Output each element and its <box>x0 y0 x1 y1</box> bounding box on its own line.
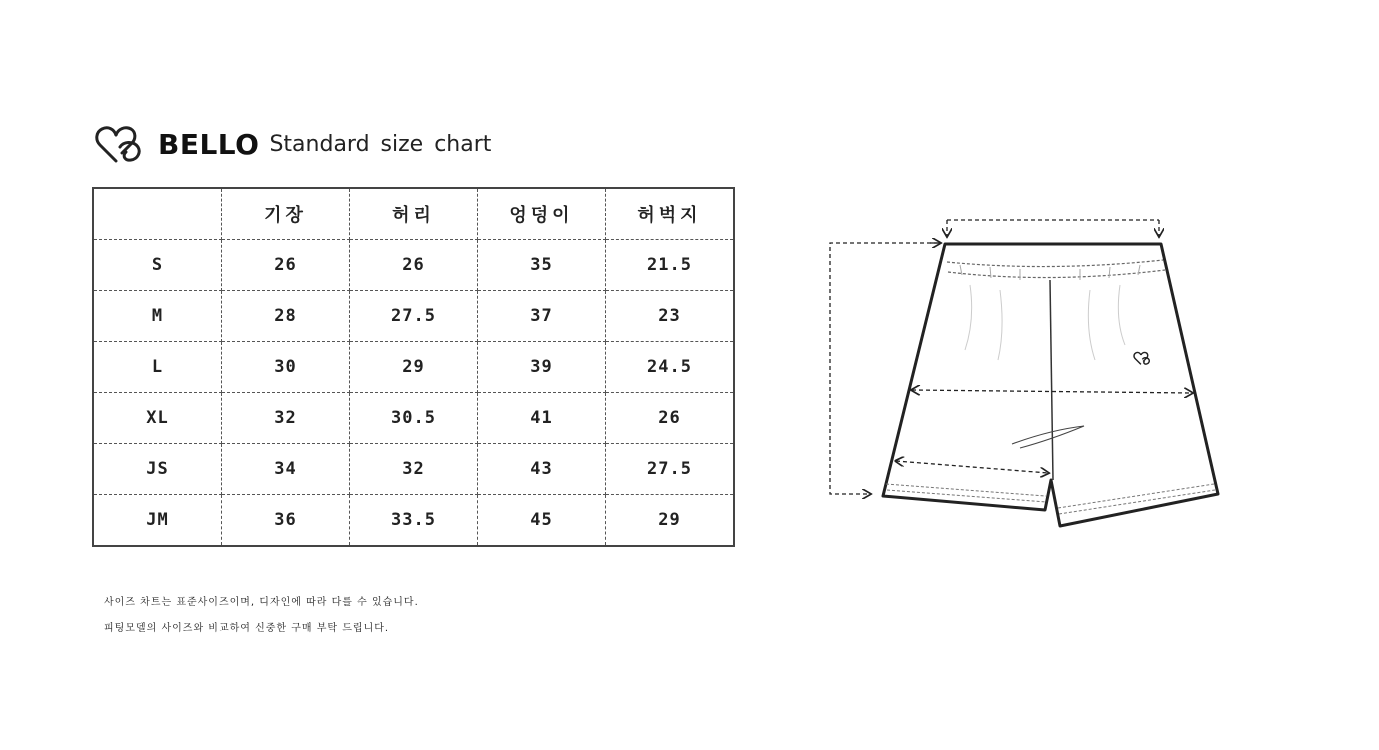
thigh-value: 27.5 <box>606 444 735 495</box>
hip-value: 43 <box>478 444 606 495</box>
thigh-value: 21.5 <box>606 240 735 291</box>
brand-name: BELLO <box>158 127 260 161</box>
waist-value: 32 <box>350 444 478 495</box>
waist-value: 27.5 <box>350 291 478 342</box>
header-cell-waist: 허리 <box>350 188 478 240</box>
header-cell-hip: 엉덩이 <box>478 188 606 240</box>
size-label: M <box>93 291 222 342</box>
table-row <box>93 444 734 495</box>
thigh-value: 26 <box>606 393 735 444</box>
size-label: XL <box>93 393 222 444</box>
table-row <box>93 393 734 444</box>
hip-value: 45 <box>478 495 606 547</box>
length-value: 30 <box>222 342 350 393</box>
chart-subtitle: Standard size chart <box>269 131 492 157</box>
shorts-diagram <box>820 205 1240 545</box>
size-label: S <box>93 240 222 291</box>
size-note: 사이즈 차트는 표준사이즈이며, 디자인에 따라 다를 수 있습니다. <box>104 597 419 608</box>
table-row <box>93 495 734 547</box>
size-label: L <box>93 342 222 393</box>
header-cell-blank <box>93 188 222 240</box>
header-cell-length: 기장 <box>222 188 350 240</box>
hip-value: 37 <box>478 291 606 342</box>
table-row <box>93 291 734 342</box>
size-label: JS <box>93 444 222 495</box>
length-value: 26 <box>222 240 350 291</box>
length-value: 34 <box>222 444 350 495</box>
length-value: 28 <box>222 291 350 342</box>
table-row <box>93 240 734 291</box>
size-label: JM <box>93 495 222 547</box>
waist-value: 30.5 <box>350 393 478 444</box>
length-value: 32 <box>222 393 350 444</box>
thigh-value: 24.5 <box>606 342 735 393</box>
hip-value: 41 <box>478 393 606 444</box>
bello-logo-icon <box>94 121 144 167</box>
chart-header <box>94 120 491 168</box>
waist-value: 33.5 <box>350 495 478 547</box>
waist-value: 26 <box>350 240 478 291</box>
table-header-row <box>93 188 734 240</box>
hip-value: 35 <box>478 240 606 291</box>
size-table <box>92 187 735 547</box>
table-row <box>93 342 734 393</box>
header-cell-thigh: 허벅지 <box>606 188 735 240</box>
length-value: 36 <box>222 495 350 547</box>
waist-value: 29 <box>350 342 478 393</box>
hip-value: 39 <box>478 342 606 393</box>
fitting-note: 피팅모델의 사이즈와 비교하여 신중한 구매 부탁 드립니다. <box>104 623 390 634</box>
thigh-value: 29 <box>606 495 735 547</box>
thigh-value: 23 <box>606 291 735 342</box>
